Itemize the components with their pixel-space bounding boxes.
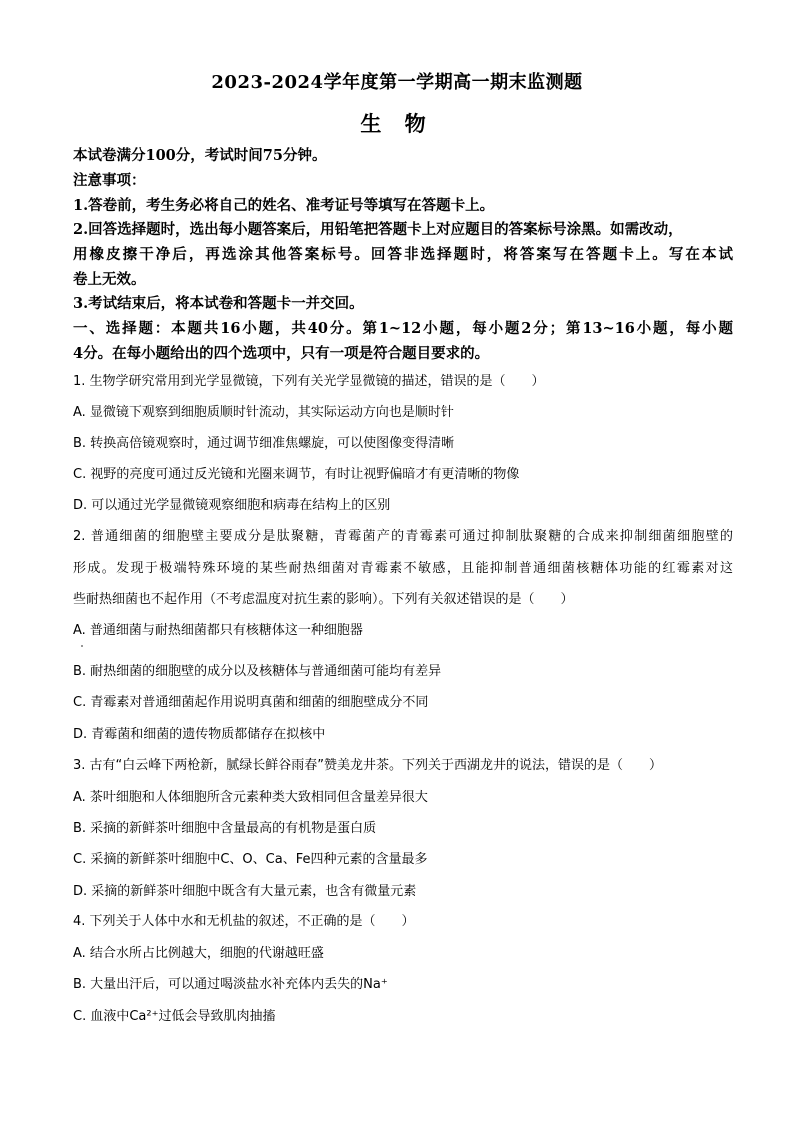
question-1-option-b: B. 转换高倍镜观察时，通过调节细准焦螺旋，可以使图像变得清晰 [73,436,455,451]
page-title: 2023-2024学年度第一学期高一期末监测题 [211,72,583,93]
question-1-option-c: C. 视野的亮度可通过反光镜和光圈来调节，有时让视野偏暗才有更清晰的物像 [73,467,520,482]
stray-mark [81,645,83,647]
score-time-note: 本试卷满分100分，考试时间75分钟。 [73,147,327,164]
section-heading-line-2: 4分。在每小题给出的四个选项中，只有一项是符合题目要求的。 [73,345,490,362]
question-3-option-a: A. 茶叶细胞和人体细胞所含元素种类大致相同但含量差异很大 [73,790,428,805]
question-4-option-b: B. 大量出汗后，可以通过喝淡盐水补充体内丢失的Na⁺ [73,977,388,992]
section-heading-line-1: 一、选择题：本题共16小题，共40分。第1~12小题，每小题2分；第13~16小题，每小题 [73,320,733,337]
subject-title: 生 物 [360,111,434,136]
question-2-stem-line-2: 形成。发现于极端特殊环境的某些耐热细菌对青霉素不敏感，且能抑制普通细菌核糖体功能的红霉素对这 [73,561,733,576]
question-2-stem-line-3: 些耐热细菌也不起作用（不考虑温度对抗生素的影响）。下列有关叙述错误的是（ ） [73,592,574,607]
question-2-option-d: D. 青霉菌和细菌的遗传物质都储存在拟核中 [73,727,326,742]
notice-heading: 注意事项： [73,172,146,189]
question-2-option-b: B. 耐热细菌的细胞壁的成分以及核糖体与普通细菌可能均有差异 [73,664,442,679]
question-3-stem: 3. 古有“白云峰下两枪新，腻绿长鲜谷雨春”赞美龙井茶。下列关于西湖龙井的说法，错误的是（ ） [73,758,663,773]
notice-item-3: 3.考试结束后，将本试卷和答题卡一并交回。 [73,295,364,312]
notice-item-1: 1.答卷前，考生务必将自己的姓名、准考证号等填写在答题卡上。 [73,197,495,214]
question-3-option-d: D. 采摘的新鲜茶叶细胞中既含有大量元素，也含有微量元素 [73,884,417,899]
question-1-option-d: D. 可以通过光学显微镜观察细胞和病毒在结构上的区别 [73,498,391,513]
question-4-stem: 4. 下列关于人体中水和无机盐的叙述，不正确的是（ ） [73,914,415,929]
question-2-option-a: A. 普通细菌与耐热细菌都只有核糖体这一种细胞器 [73,623,363,638]
question-1-option-a: A. 显微镜下观察到细胞质顺时针流动，其实际运动方向也是顺时针 [73,405,454,420]
question-4-option-a: A. 结合水所占比例越大，细胞的代谢越旺盛 [73,946,324,961]
question-3-option-b: B. 采摘的新鲜茶叶细胞中含量最高的有机物是蛋白质 [73,821,377,836]
question-4-option-c: C. 血液中Ca²⁺过低会导致肌肉抽搐 [73,1009,276,1024]
notice-item-2-line-2: 用橡皮擦干净后，再选涂其他答案标号。回答非选择题时，将答案写在答题卡上。写在本试 [73,246,733,263]
question-2-stem-line-1: 2. 普通细菌的细胞壁主要成分是肽聚糖，青霉菌产的青霉素可通过抑制肽聚糖的合成来抑制细菌细胞壁的 [73,529,733,544]
question-2-option-c: C. 青霉素对普通细菌起作用说明真菌和细菌的细胞壁成分不同 [73,695,429,710]
notice-item-2-line-3: 卷上无效。 [73,271,146,288]
notice-item-2-line-1: 2.回答选择题时，选出每小题答案后，用铅笔把答题卡上对应题目的答案标号涂黑。如需改动， [73,221,683,238]
question-3-option-c: C. 采摘的新鲜茶叶细胞中C、O、Ca、Fe四种元素的含量最多 [73,852,428,867]
question-1-stem: 1. 生物学研究常用到光学显微镜，下列有关光学显微镜的描述，错误的是（ ） [73,374,545,389]
